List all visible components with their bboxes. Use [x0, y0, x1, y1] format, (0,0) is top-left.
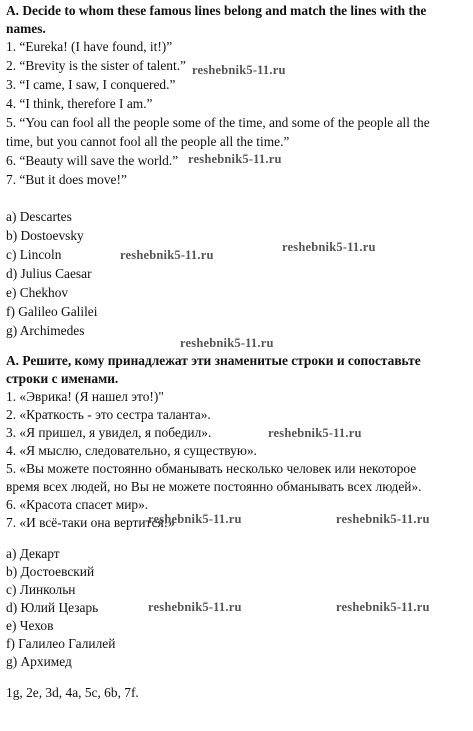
- heading-en-line1: A. Decide to whom these famous lines belong and match the lines with the: [6, 3, 427, 18]
- name-ru-c: c) Линкольн: [6, 582, 76, 597]
- quote-ru-6: 6. «Красота спасет мир».: [6, 497, 149, 512]
- name-en-a: a) Descartes: [6, 209, 72, 224]
- name-en-b: b) Dostoevsky: [6, 228, 84, 243]
- quote-ru-7: 7. «И всё-таки она вертится!»: [6, 515, 175, 530]
- watermark: reshebnik5-11.ru: [336, 512, 430, 526]
- watermark: reshebnik5-11.ru: [148, 600, 242, 614]
- name-ru-b: b) Достоевский: [6, 564, 95, 579]
- watermark: reshebnik5-11.ru: [268, 426, 362, 440]
- quote-en-4: 4. “I think, therefore I am.”: [6, 96, 153, 111]
- quote-ru-5b: время всех людей, но Вы не можете постоянно обманывать всех людей».: [6, 479, 422, 494]
- quote-ru-4: 4. «Я мыслю, следовательно, я существую».: [6, 443, 257, 458]
- quote-en-5a: 5. “You can fool all the people some of the time, and some of the people all the: [6, 115, 430, 130]
- watermark: reshebnik5-11.ru: [148, 512, 242, 526]
- quote-en-6: 6. “Beauty will save the world.”: [6, 153, 179, 168]
- quote-en-2: 2. “Brevity is the sister of talent.”: [6, 58, 186, 73]
- name-ru-d: d) Юлий Цезарь: [6, 600, 99, 615]
- quote-ru-3: 3. «Я пришел, я увидел, я победил».: [6, 425, 212, 440]
- heading-ru-line1: A. Решите, кому принадлежат эти знаменитые строки и сопоставьте: [6, 353, 421, 368]
- name-en-f: f) Galileo Galilei: [6, 304, 98, 319]
- answer-key: 1g, 2e, 3d, 4a, 5c, 6b, 7f.: [6, 685, 139, 700]
- watermark: reshebnik5-11.ru: [188, 152, 282, 166]
- watermark: reshebnik5-11.ru: [180, 336, 274, 350]
- name-en-c: c) Lincoln: [6, 247, 62, 262]
- watermark: reshebnik5-11.ru: [336, 600, 430, 614]
- name-ru-e: e) Чехов: [6, 618, 54, 633]
- name-en-d: d) Julius Caesar: [6, 266, 92, 281]
- name-en-g: g) Archimedes: [6, 323, 85, 338]
- watermark: reshebnik5-11.ru: [282, 240, 376, 254]
- name-en-e: e) Chekhov: [6, 285, 69, 300]
- name-ru-g: g) Архимед: [6, 654, 72, 669]
- quote-en-1: 1. “Eureka! (I have found, it!)”: [6, 39, 173, 54]
- quote-en-7: 7. “But it does move!”: [6, 172, 127, 187]
- name-ru-f: f) Галилео Галилей: [6, 636, 116, 651]
- quote-ru-2: 2. «Краткость - это сестра таланта».: [6, 407, 211, 422]
- quote-en-5b: time, but you cannot fool all the people all the time.”: [6, 134, 290, 149]
- watermark: reshebnik5-11.ru: [192, 63, 286, 77]
- name-ru-a: a) Декарт: [6, 546, 60, 561]
- quote-ru-1: 1. «Эврика! (Я нашел это!)": [6, 389, 164, 404]
- heading-ru-line2: строки с именами.: [6, 371, 119, 386]
- heading-en-line2: names.: [6, 21, 46, 36]
- watermark: reshebnik5-11.ru: [120, 248, 214, 262]
- quote-en-3: 3. “I came, I saw, I conquered.”: [6, 77, 176, 92]
- quote-ru-5a: 5. «Вы можете постоянно обманывать несколько человек или некоторое: [6, 461, 417, 476]
